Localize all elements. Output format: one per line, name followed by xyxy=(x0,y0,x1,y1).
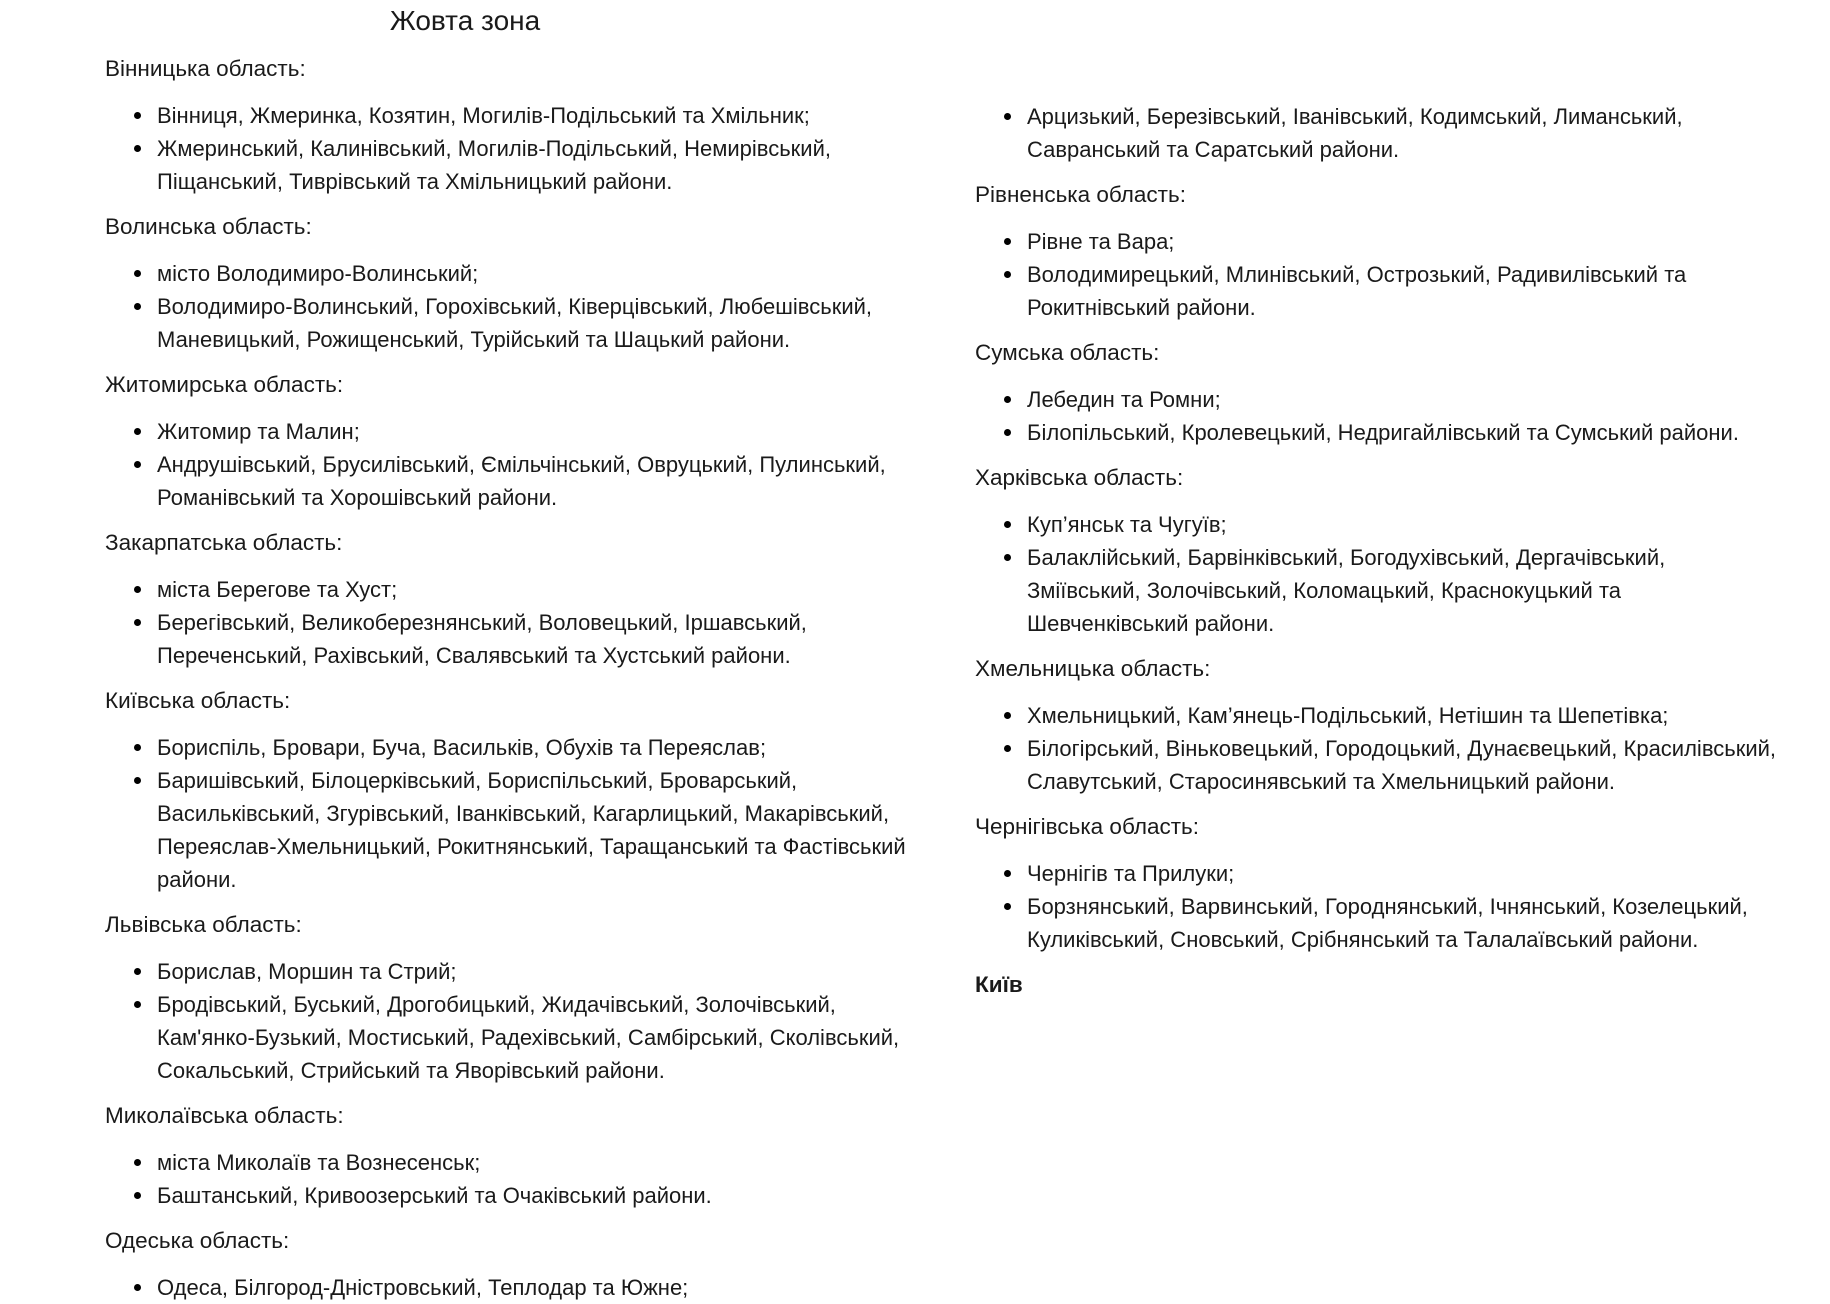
list-item xyxy=(105,731,905,764)
text-line: Бориспіль, Бровари, Буча, Васильків, Обухів та Переяслав; xyxy=(157,735,767,760)
region-block xyxy=(105,896,905,1087)
list-item xyxy=(975,383,1815,416)
text-line: Маневицький, Рожищенський, Турійський та Шацький райони. xyxy=(157,327,791,352)
district-list xyxy=(105,955,905,1087)
list-item xyxy=(105,606,905,672)
district-list xyxy=(975,225,1815,324)
text-line: Білогірський, Віньковецький, Городоцький, Дунаєвецький, Красилівський, xyxy=(1027,736,1777,761)
region-heading: Волинська область: xyxy=(105,214,312,239)
text-line: Васильківський, Згурівський, Іванківський, Кагарлицький, Макарівський, xyxy=(157,801,890,826)
text-line: Піщанський, Тиврівський та Хмільницький райони. xyxy=(157,169,673,194)
text-line: Арцизький, Березівський, Іванівський, Кодимський, Лиманський, xyxy=(1027,104,1683,129)
district-list xyxy=(975,508,1815,640)
list-item xyxy=(975,416,1815,449)
district-list xyxy=(105,731,905,896)
text-line: Куп’янськ та Чугуїв; xyxy=(1027,512,1227,537)
list-item xyxy=(975,508,1815,541)
district-list xyxy=(105,99,905,198)
region-heading: Житомирська область: xyxy=(105,372,344,397)
region-block xyxy=(975,956,1815,1015)
text-line: Кам'янко-Бузький, Мостиський, Радехівський, Самбірський, Сколівський, xyxy=(157,1025,900,1050)
list-item xyxy=(975,100,1815,166)
text-line: Білопільський, Кролевецький, Недригайлівський та Сумський райони. xyxy=(1027,420,1739,445)
region-block xyxy=(105,198,905,356)
region-block xyxy=(975,640,1815,798)
list-item xyxy=(975,857,1815,890)
text-line: Хмельницький, Кам’янець-Подільський, Нетішин та Шепетівка; xyxy=(1027,703,1669,728)
text-line: Андрушівський, Брусилівський, Ємільчінський, Овруцький, Пулинський, xyxy=(157,452,886,477)
text-line: Куликівський, Сновський, Срібнянський та Талалаївський райони. xyxy=(1027,927,1699,952)
list-item xyxy=(975,541,1815,640)
list-item xyxy=(105,764,905,896)
text-line: Берегівський, Великоберезнянський, Воловецький, Іршавський, xyxy=(157,610,807,635)
list-item xyxy=(105,448,905,514)
text-line: Рівне та Вара; xyxy=(1027,229,1175,254)
list-item xyxy=(975,732,1815,798)
region-block xyxy=(105,1212,905,1304)
district-list xyxy=(105,257,905,356)
document-column-left xyxy=(105,52,905,1304)
region-block xyxy=(105,514,905,672)
region-block xyxy=(975,324,1815,449)
region-block xyxy=(105,1087,905,1212)
region-block xyxy=(105,672,905,896)
list-item xyxy=(105,1179,905,1212)
text-line: Зміївський, Золочівський, Коломацький, Краснокуцький та xyxy=(1027,578,1622,603)
district-list xyxy=(105,415,905,514)
region-heading: Чернігівська область: xyxy=(975,814,1199,839)
region-heading: Вінницька область: xyxy=(105,56,306,81)
region-heading: Харківська область: xyxy=(975,465,1184,490)
list-item xyxy=(105,257,905,290)
district-list xyxy=(105,573,905,672)
text-line: Борислав, Моршин та Стрий; xyxy=(157,959,457,984)
text-line: Лебедин та Ромни; xyxy=(1027,387,1221,412)
region-heading: Миколаївська область: xyxy=(105,1103,344,1128)
region-block xyxy=(975,166,1815,324)
text-line: Переяслав-Хмельницький, Рокитнянський, Таращанський та Фастівський xyxy=(157,834,906,859)
text-line: Бродівський, Буський, Дрогобицький, Жидачівський, Золочівський, xyxy=(157,992,836,1017)
text-line: Сокальський, Стрийський та Яворівський райони. xyxy=(157,1058,665,1083)
list-item xyxy=(105,988,905,1087)
region-block xyxy=(105,356,905,514)
list-item xyxy=(975,699,1815,732)
district-list xyxy=(975,699,1815,798)
text-line: Романівський та Хорошівський райони. xyxy=(157,485,558,510)
district-list xyxy=(105,1146,905,1212)
region-heading: Хмельницька область: xyxy=(975,656,1211,681)
region-heading: Сумська область: xyxy=(975,340,1160,365)
list-item xyxy=(105,290,905,356)
text-line: Чернігів та Прилуки; xyxy=(1027,861,1235,886)
text-line: Житомир та Малин; xyxy=(157,419,360,444)
list-item xyxy=(105,573,905,606)
list-item xyxy=(975,890,1815,956)
list-item xyxy=(105,1271,905,1304)
text-line: Балаклійський, Барвінківський, Богодухівський, Дергачівський, xyxy=(1027,545,1666,570)
text-line: Вінниця, Жмеринка, Козятин, Могилів-Подільський та Хмільник; xyxy=(157,103,810,128)
text-line: райони. xyxy=(157,867,237,892)
text-line: міста Берегове та Хуст; xyxy=(157,577,398,602)
text-line: місто Володимиро-Волинський; xyxy=(157,261,479,286)
region-block xyxy=(105,52,905,198)
text-line: Савранський та Саратський райони. xyxy=(1027,137,1400,162)
text-line: Баришівський, Білоцерківський, Бориспільський, Броварський, xyxy=(157,768,798,793)
list-item xyxy=(105,99,905,132)
document-column-right xyxy=(975,100,1815,1015)
region-block xyxy=(975,100,1815,166)
list-item xyxy=(105,132,905,198)
list-item xyxy=(975,225,1815,258)
region-heading: Київська область: xyxy=(105,688,291,713)
region-heading: Рівненська область: xyxy=(975,182,1186,207)
text-line: Одеса, Білгород-Дністровський, Теплодар та Южне; xyxy=(157,1275,689,1300)
text-line: Рокитнівський райони. xyxy=(1027,295,1256,320)
text-line: Переченський, Рахівський, Свалявський та Хустський райони. xyxy=(157,643,791,668)
text-line: Володимирецький, Млинівський, Острозький, Радивилівський та xyxy=(1027,262,1687,287)
list-item xyxy=(105,415,905,448)
text-line: Славутський, Старосинявський та Хмельницький райони. xyxy=(1027,769,1616,794)
text-line: Володимиро-Волинський, Горохівський, Ківерцівський, Любешівський, xyxy=(157,294,873,319)
region-block xyxy=(975,798,1815,956)
list-item xyxy=(105,1146,905,1179)
district-list xyxy=(105,1271,905,1304)
region-heading: Львівська область: xyxy=(105,912,302,937)
district-list xyxy=(975,100,1815,166)
list-item xyxy=(105,955,905,988)
region-heading: Одеська область: xyxy=(105,1228,290,1253)
list-item xyxy=(975,258,1815,324)
text-line: Шевченківський райони. xyxy=(1027,611,1275,636)
region-heading: Закарпатська область: xyxy=(105,530,343,555)
region-block xyxy=(975,449,1815,640)
text-line: Жмеринський, Калинівський, Могилів-Подільський, Немирівський, xyxy=(157,136,831,161)
text-line: міста Миколаїв та Вознесенськ; xyxy=(157,1150,481,1175)
district-list xyxy=(975,383,1815,449)
text-line: Борзнянський, Варвинський, Городнянський, Ічнянський, Козелецький, xyxy=(1027,894,1748,919)
city-heading: Київ xyxy=(975,972,1023,997)
page-title: Жовта зона xyxy=(389,5,541,36)
district-list xyxy=(975,857,1815,956)
text-line: Баштанський, Кривоозерський та Очаківський райони. xyxy=(157,1183,712,1208)
